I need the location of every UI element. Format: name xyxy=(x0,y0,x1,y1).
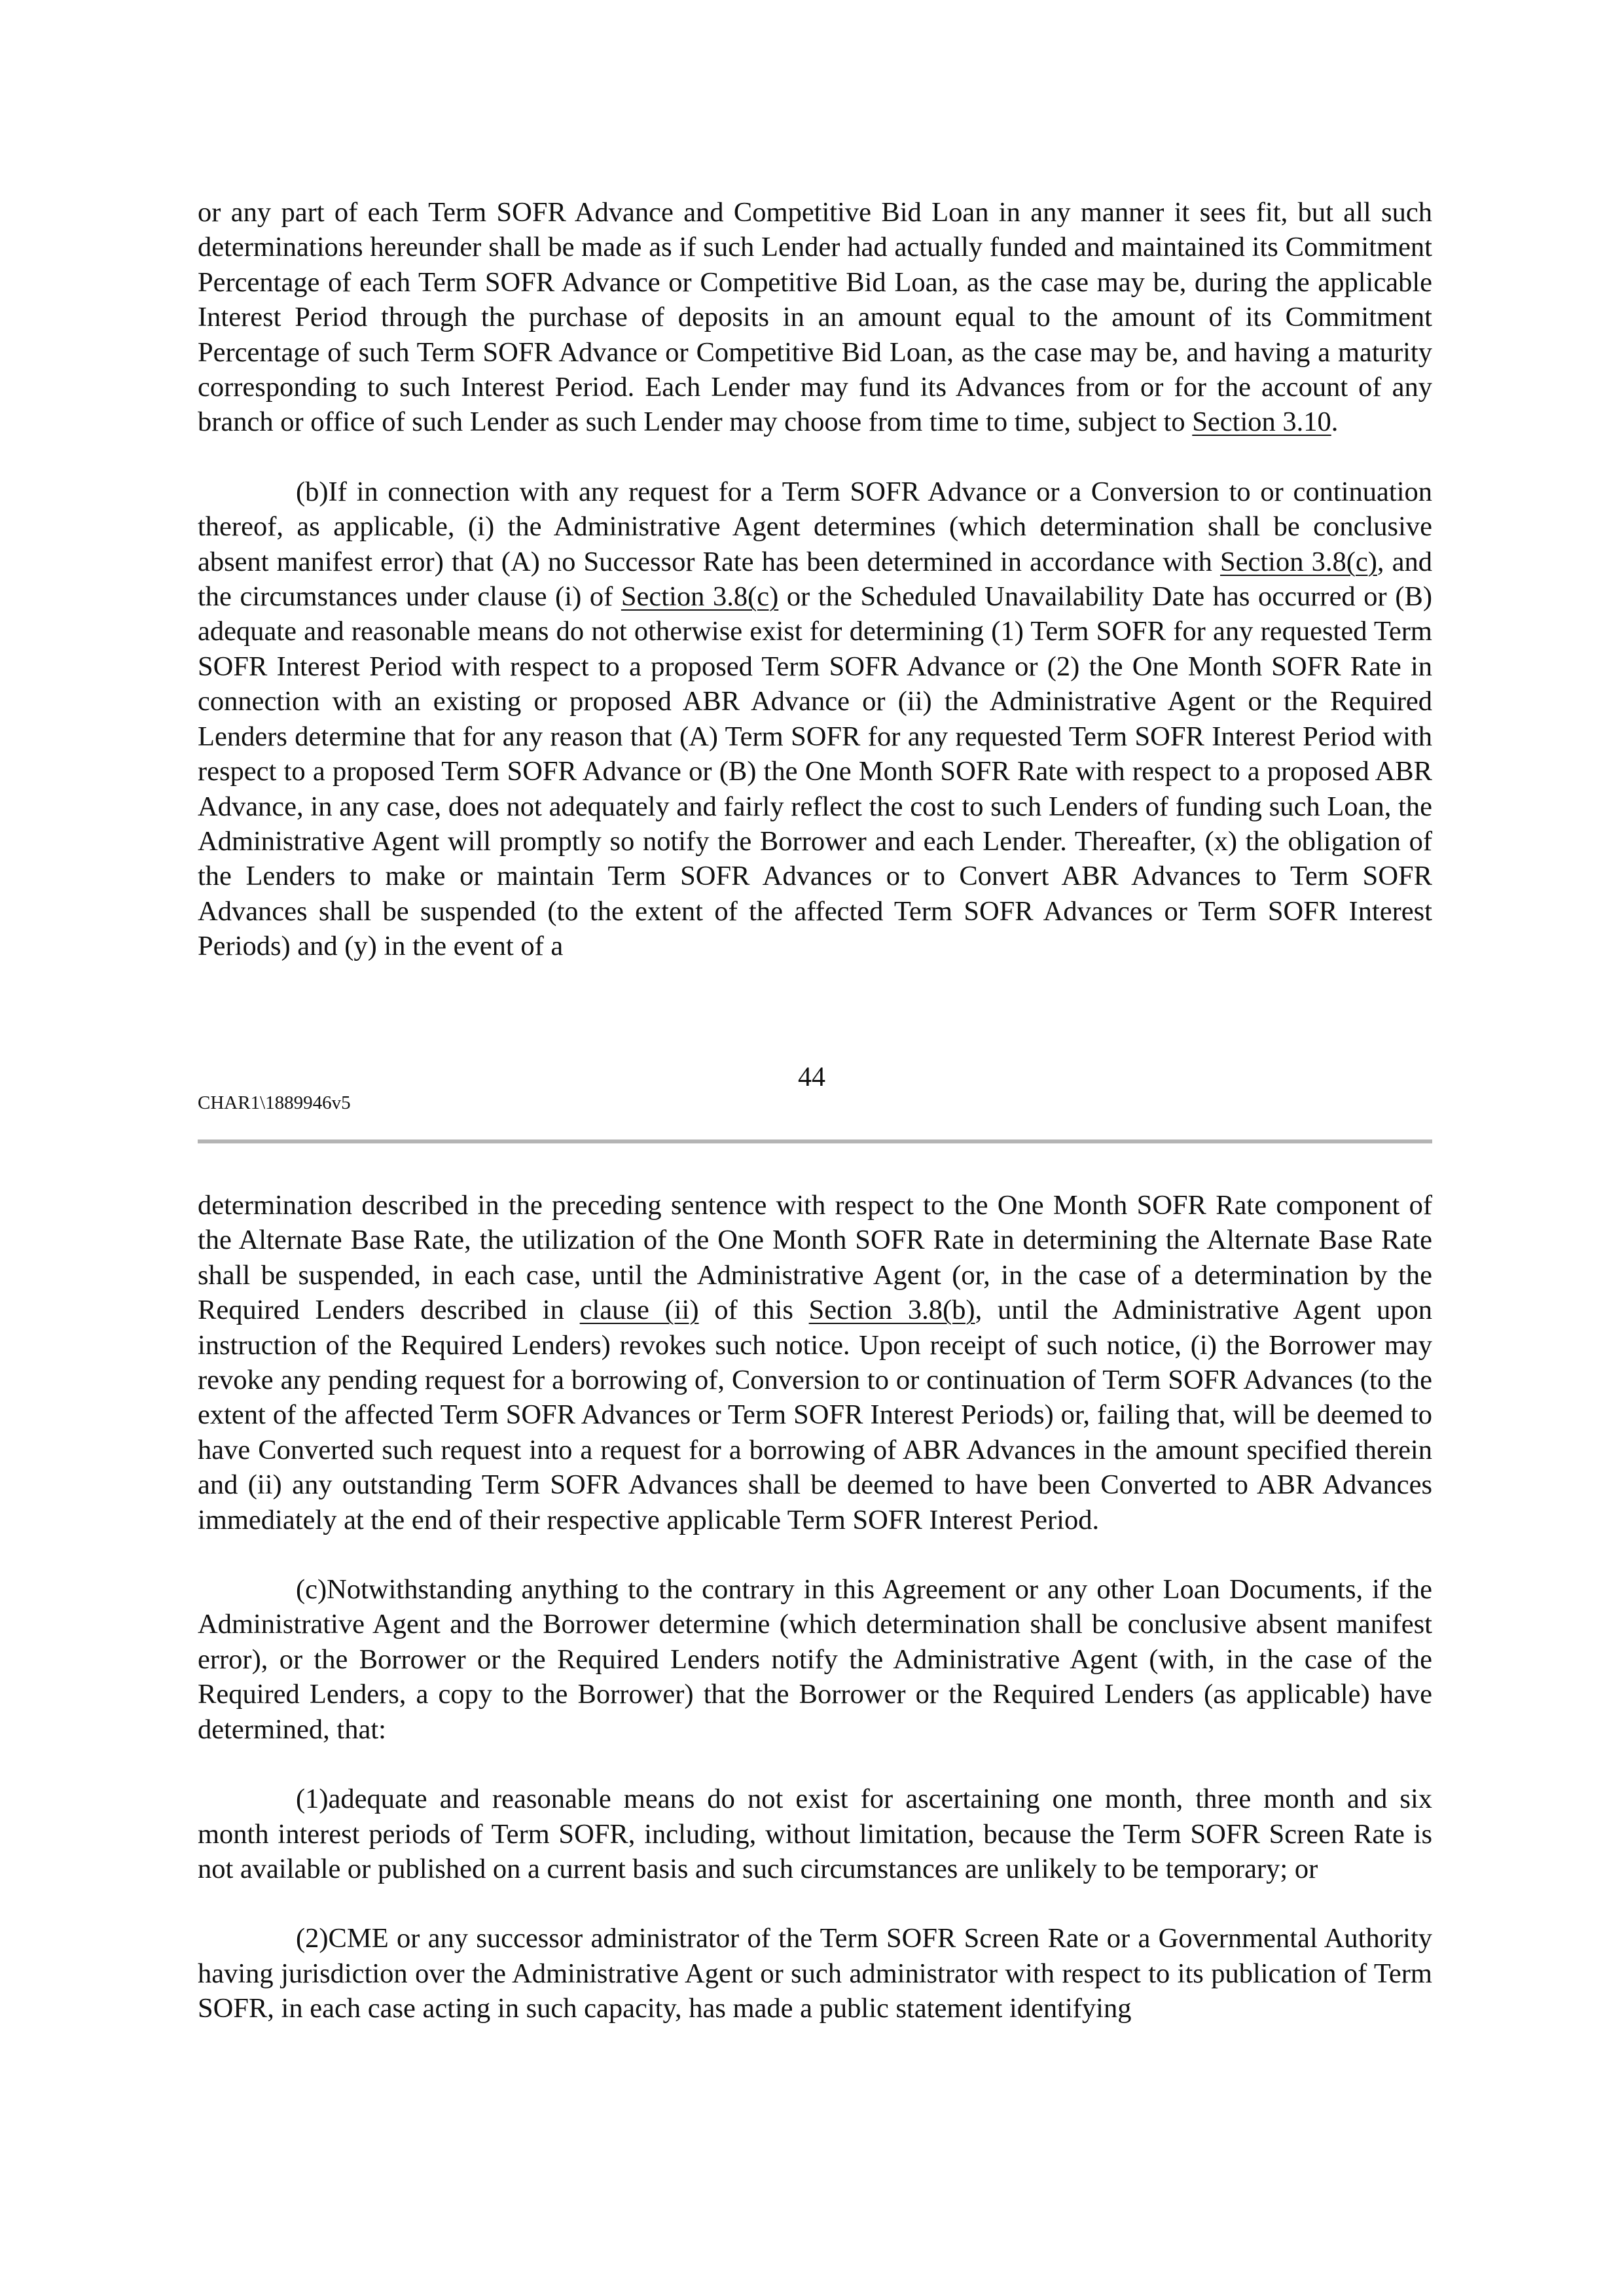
page-number: 44 xyxy=(798,1062,825,1092)
section-reference-3-8c: Section 3.8(c) xyxy=(621,581,779,613)
page-44-body xyxy=(198,195,1432,964)
paragraph-determination xyxy=(198,1188,1432,1537)
clause-reference-ii: clause (ii) xyxy=(579,1295,699,1326)
paragraph-b xyxy=(198,475,1432,964)
paragraph-c-1: (1)adequate and reasonable means do not exist for ascertaining one month, three month and six month interest periods of Term SOFR, including, without limitation, because the Term SOFR Screen Rate is not available or published on a current basis and such circumstances are unlikely to be temporary; or xyxy=(198,1784,1432,1884)
paragraph-funding xyxy=(198,195,1432,440)
paragraph-c: (c)Notwithstanding anything to the contrary in this Agreement or any other Loan Documents, if the Administrative Agent and the Borrower determine (which determination shall be conclusive absent manifest error), or the Borrower or the Required Lenders notify the Administrative Agent (with, in the case of the Required Lenders, a copy to the Borrower) that the Borrower or the Required Lenders (as applicable) have determined, that: xyxy=(198,1574,1432,1745)
paragraph-text: or any part of each Term SOFR Advance and Competitive Bid Loan in any manner it sees fit, but all such determinations hereunder shall be made as if such Lender had actually funded and maintained its Commitment Percentage of each Term SOFR Advance or Competitive Bid Loan, as the case may be, during the applicable Interest Period through the purchase of deposits in an amount equal to the amount of its Commitment Percentage of such Term SOFR Advance or Competitive Bid Loan, as the case may be, and having a maturity corresponding to such Interest Period. Each Lender may fund its Advances from or for the account of any branch or office of such Lender as such Lender may choose from time to time, subject to xyxy=(198,197,1432,438)
section-reference-3-8b: Section 3.8(b) xyxy=(808,1295,975,1326)
paragraph-text: or the Scheduled Unavailability Date has occurred or (B) adequate and reasonable means do not otherwise exist for determining (1) Term SOFR for any requested Term SOFR Interest Period with respect to a proposed Term SOFR Advance or (2) the One Month SOFR Rate in connection with an existing or proposed ABR Advance or (ii) the Administrative Agent or the Required Lenders determine that for any reason that (A) Term SOFR for any requested Term SOFR Interest Period with respect to a proposed Term SOFR Advance or (B) the One Month SOFR Rate with respect to a proposed ABR Advance, in any case, does not adequately and fairly reflect the cost to such Lenders of funding such Loan, the Administrative Agent will promptly so notify the Borrower and each Lender. Thereafter, (x) the obligation of the Lenders to make or maintain Term SOFR Advances or to Convert ABR Advances to Term SOFR Advances shall be suspended (to the extent of the affected Term SOFR Advances or Term SOFR Interest Periods) and (y) in the event of a xyxy=(198,581,1432,962)
paragraph-text: of this xyxy=(698,1295,809,1326)
document-id: CHAR1\1889946v5 xyxy=(198,1092,351,1113)
paragraph-text: (b)If in connection with any request for a Term SOFR Advance or a Conversion to or continuation thereof, as applicable, (i) the Administrative Agent determines (which determination shall be conclusive absent manifest error) that (A) no Successor Rate has been determined in accordance with xyxy=(198,476,1432,577)
paragraph-text: , until the Administrative Agent upon instruction of the Required Lenders) revokes such notice. Upon receipt of such notice, (i) the Borrower may revoke any pending request for a borrowing of, Conversion to or continuation of Term SOFR Advances (to the extent of the affected Term SOFR Advances or Term SOFR Interest Periods) or, failing that, will be deemed to have Converted such request into a request for a borrowing of ABR Advances in the amount specified therein and (ii) any outstanding Term SOFR Advances shall be deemed to have been Converted to ABR Advances immediately at the end of their respective applicable Term SOFR Interest Period. xyxy=(198,1295,1432,1535)
section-reference-3-10: Section 3.10 xyxy=(1192,406,1331,438)
page-45-body xyxy=(198,1188,1432,2026)
paragraph-c-2: (2)CME or any successor administrator of the Term SOFR Screen Rate or a Governmental Authority having jurisdiction over the Administrative Agent or such administrator with respect to its publication of Term SOFR, in each case acting in such capacity, has made a public statement identifying xyxy=(198,1923,1432,2024)
page-divider xyxy=(198,1139,1432,1143)
paragraph-text: . xyxy=(1331,406,1339,438)
section-reference-3-8c: Section 3.8(c) xyxy=(1220,546,1377,577)
paragraph-text: determination described in the preceding sentence with respect to the One Month SOFR Rate component of the Alternate Base Rate, the utilization of the One Month SOFR Rate in determining the Alternate Base Rate shall be suspended, in each case, until the Administrative Agent (or, in the case of a determination by the Required Lenders described in xyxy=(198,1190,1432,1326)
paragraph-text: , and the circumstances under clause (i) of xyxy=(198,546,1432,613)
